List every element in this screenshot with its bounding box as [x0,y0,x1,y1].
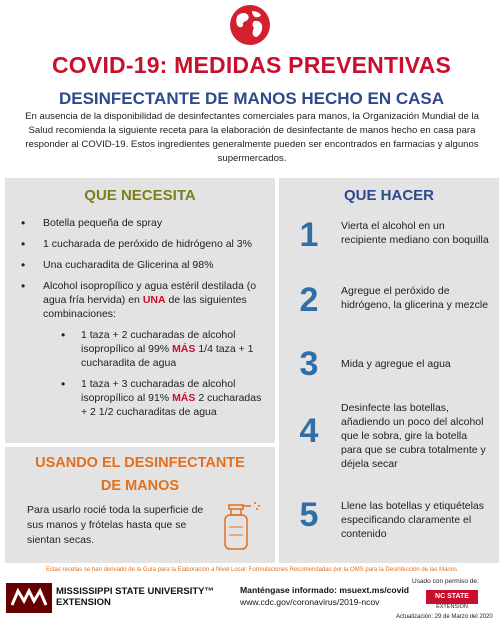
needs-list [21,216,269,426]
usage-text: Para usarlo rocié toda la superficie de sus manos y frótelas hasta que se sientan secas. [27,504,204,546]
contact-line [240,584,409,596]
combination-emphasis: MÁS [172,343,196,355]
contact-label: Manténgase informado: [240,585,337,595]
combination-item [61,328,269,370]
globe-icon [228,3,272,47]
combination-text: 2 cucharadas + 2 1/2 cucharaditas de agua [81,392,262,418]
step-5 [289,496,494,556]
permission-text: Usado con permiso de: [412,578,479,585]
step-3 [289,345,494,405]
page-subtitle: DESINFECTANTE DE MANOS HECHO EN CASA [58,89,445,108]
needs-item: • Botella pequeña de spray [21,216,269,230]
msu-logo-icon [6,583,52,613]
step-text: Llene las botellas y etiquételas especificando claramente el contenido [341,500,485,540]
needs-panel [5,178,275,443]
combination-text: 1/4 taza + 1 cucharadita de agua [81,343,254,369]
usage-heading-line: USANDO EL DESINFECTANTE [35,455,245,471]
needs-item: • Una cucharadita de Glicerina al 98% [21,258,269,272]
steps-heading: QUE HACER [343,187,434,204]
msu-name: MISSISSIPPI STATE UNIVERSITY™ [56,586,215,597]
needs-item-alcohol [21,279,269,419]
spray-bottle-icon [215,497,265,553]
source-note: Estas recetas se han derivado de la Guía para la Elaboración a Nivel Local: Formulaciones Recomendadas por la OMS para la Desinfección de las Manos [45,567,458,573]
step-4 [289,398,494,478]
usage-panel [5,447,275,563]
alcohol-text-pre: Alcohol isopropílico y agua estéril destilada (o agua fría hervida) en [43,280,257,306]
step-text: Desinfecte las botellas, añadiendo un poco del alcohol que le sobra, gire la botella para que se cubra totalmente y déjela secar [341,402,486,470]
combinations-list [43,328,269,419]
msu-wordmark [56,586,214,608]
intro-text: En ausencia de la disponibilidad de desinfectantes comerciales para manos, la Organización Mundial de la Salud recomienda la siguiente receta para la elaboración de desinfectante de manos hecho en casa para responder al COVID-19. Estos ingredientes generalmente pueden ser encontrados en farmacias y algunos supermercados. [25,111,479,164]
step-number: 3 [299,345,319,383]
combination-item [61,377,269,419]
update-date: Actualización: 29 de Marzo del 2020 [396,614,493,620]
combination-text: 1 taza + 2 cucharadas de alcohol isopropílico al 99% [81,329,236,355]
step-text: Mida y agregue el agua [341,358,451,370]
usage-heading [5,452,275,498]
step-number: 2 [299,281,319,319]
step-number: 1 [299,216,319,254]
cdc-url[interactable]: www.cdc.gov/coronavirus/2019-ncov [240,597,380,607]
step-text: Vierta el alcohol en un recipiente mediano con boquilla [341,220,489,246]
combination-text: 1 taza + 3 cucharadas de alcohol isopropílico al 91% [81,378,236,404]
contact-url[interactable]: msuext.ms/covid [336,585,410,595]
alcohol-text-post: de las siguientes combinaciones: [43,294,247,320]
nc-state-extension: EXTENSION [436,604,468,610]
step-1 [289,216,494,276]
usage-heading-line: DE MANOS [100,478,180,494]
step-number: 5 [299,496,319,534]
needs-heading: QUE NECESITA [84,187,196,204]
step-2 [289,281,494,341]
nc-state-logo: NC STATE [426,590,478,604]
contact-info [240,584,409,608]
combination-emphasis: MÁS [172,392,196,404]
page-title: COVID-19: MEDIDAS PREVENTIVAS [52,52,451,78]
step-text: Agregue el peróxido de hidrógeno, la glicerina y mezcle [341,285,489,311]
needs-item: • 1 cucharada de peróxido de hidrógeno al 3% [21,237,269,251]
steps-panel [279,178,499,563]
msu-extension: EXTENSION [56,597,111,608]
step-number: 4 [299,412,319,450]
alcohol-text-emphasis: UNA [142,294,166,306]
